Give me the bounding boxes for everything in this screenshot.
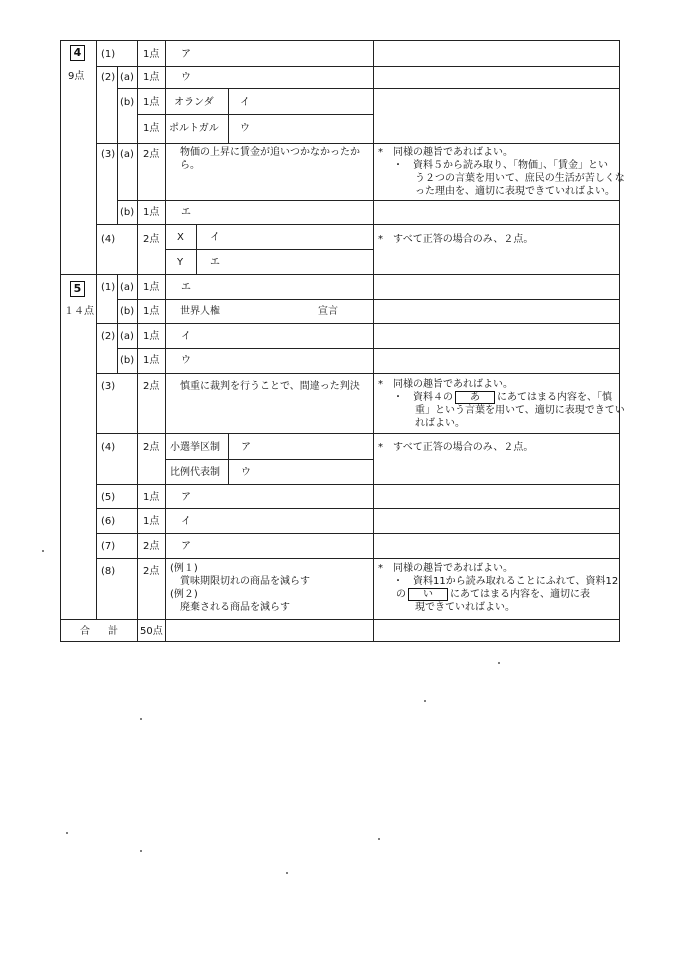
sub-number: (b) [120, 355, 135, 366]
pair-key: 小選挙区制 [170, 442, 220, 453]
row-line [117, 200, 620, 201]
row-line [96, 484, 620, 485]
score: 1点 [143, 355, 160, 366]
score: 1点 [143, 492, 160, 503]
question-number: (4) [101, 442, 116, 453]
question-number: (1) [101, 282, 116, 293]
score: 1点 [143, 72, 160, 83]
row-line [96, 323, 620, 324]
score: 1点 [143, 306, 160, 317]
answer-label: オランダ [174, 97, 214, 108]
score: 2点 [143, 541, 160, 552]
note-text: の [396, 589, 406, 600]
question-number: (1) [101, 49, 116, 60]
row-line [96, 143, 620, 144]
col-divider-score [137, 40, 138, 642]
row-line [165, 459, 373, 460]
question-number: (2) [101, 331, 116, 342]
sub-number: (a) [120, 282, 134, 293]
pair-value: イ [210, 232, 220, 243]
note-line: った理由を、適切に表現できていればよい。 [415, 186, 615, 197]
answer-line: ら。 [180, 160, 200, 171]
score: 1点 [143, 516, 160, 527]
answer: イ [181, 516, 191, 527]
answer-line: (例２) [170, 589, 198, 600]
note-line: ・ 資料５から読み取り、「物価」、「賃金」とい [393, 160, 608, 171]
row-line [96, 558, 620, 559]
pair-value: ア [241, 442, 251, 453]
score: 1点 [143, 207, 160, 218]
score: 2点 [143, 381, 160, 392]
col-divider-sub [117, 66, 118, 143]
score: 2点 [143, 234, 160, 245]
col-divider-notes [373, 40, 374, 642]
note-line: ・ 資料11から読み取れることにふれて、資料12 [393, 576, 619, 587]
score: 1点 [143, 282, 160, 293]
note-line [396, 588, 590, 601]
row-line [96, 533, 620, 534]
answer-blank: あ [455, 391, 495, 404]
answer: ウ [181, 355, 191, 366]
question-number: (8) [101, 566, 116, 577]
answer: エ [181, 282, 191, 293]
row-line [96, 433, 620, 434]
question-number: (3) [101, 381, 116, 392]
section-number: 5 [70, 281, 85, 297]
pair-key: 比例代表制 [170, 467, 220, 478]
note-text: にあてはまる内容を、適切に表 [450, 589, 590, 600]
row-line [96, 66, 620, 67]
sub-number: (b) [120, 207, 135, 218]
question-number: (7) [101, 541, 116, 552]
pair-key: X [177, 232, 184, 243]
answer-blank: い [408, 588, 448, 601]
scan-speck [286, 872, 288, 874]
answer-line: 廃棄される商品を減らす [170, 602, 290, 613]
sub-number: (a) [120, 331, 134, 342]
scan-speck [498, 662, 500, 664]
note-line [393, 391, 612, 404]
row-line [117, 348, 620, 349]
note-text: ・ 資料４の [393, 392, 453, 403]
row-line [165, 249, 373, 250]
answer: エ [181, 207, 191, 218]
answer-line: 物価の上昇に賃金が追いつかなかったか [180, 147, 360, 158]
sub-number: (a) [120, 72, 134, 83]
note-line: * 同様の趣旨であればよい。 [378, 147, 513, 158]
answer: イ [181, 331, 191, 342]
scan-speck [140, 718, 142, 720]
sub-number: (a) [120, 149, 134, 160]
note-text: にあてはまる内容を、「慎 [497, 392, 612, 403]
scan-speck [378, 838, 380, 840]
score: 1点 [143, 123, 160, 134]
score: 2点 [143, 442, 160, 453]
answer: 慎重に裁判を行うことで、間違った判決 [180, 381, 360, 392]
scan-speck [42, 550, 44, 552]
score: 1点 [143, 49, 160, 60]
col-divider-answer [165, 40, 166, 642]
row-line [117, 88, 620, 89]
scan-speck [66, 832, 68, 834]
total-line [60, 619, 620, 620]
note-line: 現できていればよい。 [415, 602, 515, 613]
col-divider-sub [117, 143, 118, 224]
question-number: (3) [101, 149, 116, 160]
answer: イ [240, 97, 250, 108]
answer: ウ [181, 72, 191, 83]
row-line [96, 373, 620, 374]
note-line: 重」という言葉を用いて、適切に表現できてい [415, 405, 625, 416]
question-number: (4) [101, 234, 116, 245]
score: 2点 [143, 149, 160, 160]
scan-speck [424, 700, 426, 702]
col-divider-label [228, 88, 229, 143]
row-line [137, 114, 373, 115]
note-line: う２つの言葉を用いて、庶民の生活が苦しくな [415, 173, 625, 184]
answer-line: (例１) [170, 563, 198, 574]
answer-line: 賞味期限切れの商品を減らす [170, 576, 310, 587]
answer-label: ポルトガル [169, 123, 219, 134]
section-points: １４点 [64, 306, 94, 317]
question-number: (5) [101, 492, 116, 503]
note-line: * 同様の趣旨であればよい。 [378, 379, 513, 390]
section-number: 4 [70, 45, 85, 61]
answer-suffix: 宣言 [318, 306, 338, 317]
question-number: (6) [101, 516, 116, 527]
answer: ア [181, 49, 191, 60]
note-line: * すべて正答の場合のみ、２点。 [378, 442, 534, 453]
score: 1点 [143, 331, 160, 342]
note-line: ればよい。 [415, 418, 465, 429]
sub-number: (b) [120, 97, 135, 108]
score: 1点 [143, 97, 160, 108]
row-line [96, 508, 620, 509]
scan-speck [140, 850, 142, 852]
total-score: 50点 [140, 626, 163, 637]
answer: ウ [240, 123, 250, 134]
score: 2点 [143, 566, 160, 577]
answer: ア [181, 541, 191, 552]
section-points: 9点 [68, 71, 85, 82]
answer: 世界人権 [180, 306, 220, 317]
row-line [117, 299, 620, 300]
total-label: 計 [108, 626, 118, 637]
total-label: 合 [80, 626, 90, 637]
answer: ア [181, 492, 191, 503]
question-number: (2) [101, 72, 116, 83]
pair-value: ウ [241, 467, 251, 478]
row-line [96, 224, 620, 225]
note-line: * 同様の趣旨であればよい。 [378, 563, 513, 574]
section-line [60, 274, 620, 275]
pair-key: Y [177, 257, 184, 268]
sub-number: (b) [120, 306, 135, 317]
note-line: * すべて正答の場合のみ、２点。 [378, 234, 534, 245]
pair-value: エ [210, 257, 220, 268]
